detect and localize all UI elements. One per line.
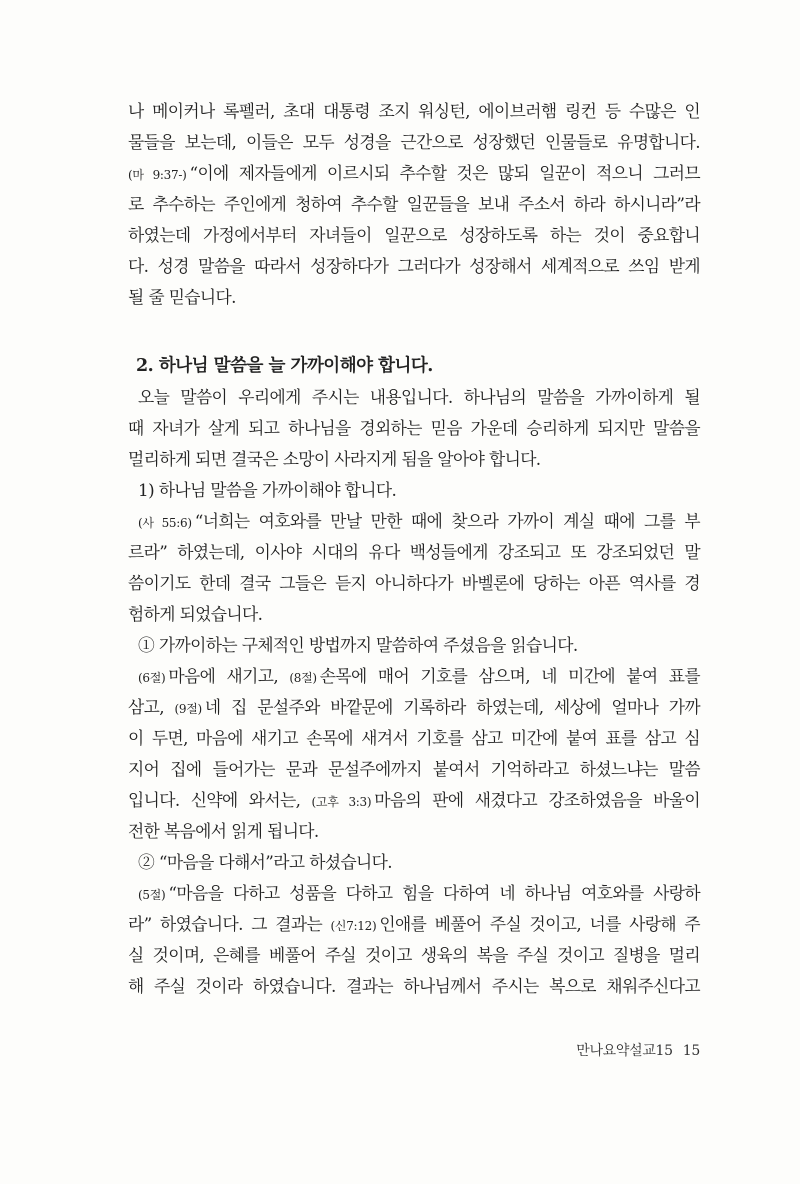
page-footer xyxy=(576,1040,700,1060)
book-title: 만나요약설교15 xyxy=(576,1043,673,1059)
para5-line5-post: 마음의 판에 새겼다고 강조하였음을 바울이 xyxy=(374,790,701,810)
para5-line5-pre: 입니다. 신약에 와서는, xyxy=(128,790,301,810)
list-item-2: ② “마음을 다해서”라고 하셨습니다. xyxy=(138,852,393,872)
para5-text-b: 손목에 매어 기호를 삼으며, 네 미간에 붙여 표를 xyxy=(319,666,701,686)
para4-line3: 씀이기도 한데 결국 그들은 듣지 아니하다가 바벨론에 당하는 아픈 역사를 경 xyxy=(128,573,700,593)
para6-line2-pre: 라” 하였습니다. 그 결과는 xyxy=(128,914,323,934)
para5-line4: 지어 집에 들어가는 문과 문설주에까지 붙여서 기억하라고 하셨느냐는 말씀 xyxy=(128,759,700,779)
para5-line6: 전한 복음에서 읽게 됩니다. xyxy=(128,821,319,841)
para4-text: “너희는 여호와를 만날 만한 때에 찾으라 가까이 계실 때에 그를 부 xyxy=(194,511,700,531)
scripture-reference: (8절) xyxy=(289,671,317,685)
para5-line1 xyxy=(128,661,700,692)
scripture-reference: (신7:12) xyxy=(330,919,377,933)
para6-line2 xyxy=(128,909,700,940)
para2-line2: 로 추수하는 주인에게 청하여 추수할 일꾼들을 보내 주소서 하라 하시니라”라 xyxy=(128,194,700,214)
subheading-1: 1) 하나님 말씀을 가까이해야 합니다. xyxy=(138,480,397,500)
scripture-reference: (사 55:6) xyxy=(138,516,192,530)
para5-line2-post: 네 집 문설주와 바깥문에 기록하라 하였는데, 세상에 얼마나 가까 xyxy=(204,697,700,717)
para2-line3: 하였는데 가정에서부터 자녀들이 일꾼으로 성장하도록 하는 것이 중요합니 xyxy=(128,225,700,245)
scripture-reference: (고후 3:3) xyxy=(311,795,372,809)
para3-line1: 오늘 말씀이 우리에게 주시는 내용입니다. 하나님의 말씀을 가까이하게 될 xyxy=(138,387,700,407)
para5-line5 xyxy=(128,785,700,816)
para6-line1 xyxy=(128,878,700,909)
para6-text: “마음을 다하고 성품을 다하고 힘을 다하여 네 하나님 여호와를 사랑하 xyxy=(168,883,700,903)
para2-line1 xyxy=(128,158,700,189)
para3-line3: 멀리하게 되면 결국은 소망이 사라지게 됨을 알아야 합니다. xyxy=(128,449,541,469)
para4-line1 xyxy=(128,506,700,537)
scripture-reference: (마 9:37-) xyxy=(128,168,187,182)
list-item-1: ① 가까이하는 구체적인 방법까지 말씀하여 주셨음을 읽습니다. xyxy=(138,635,578,655)
para4-line4: 험하게 되었습니다. xyxy=(128,604,263,624)
para6-line4: 해 주실 것이라 하였습니다. 결과는 하나님께서 주시는 복으로 채워주신다고 xyxy=(128,976,700,996)
para2-text: “이에 제자들에게 이르시되 추수할 것은 많되 일꾼이 적으니 그러므 xyxy=(189,163,700,183)
page-body xyxy=(128,96,700,1002)
section-heading: 2. 하나님 말씀을 늘 가까이해야 합니다. xyxy=(136,356,433,376)
para4-line2: 르라” 하였는데, 이사야 시대의 유다 백성들에게 강조되고 또 강조되었던 말 xyxy=(128,542,700,562)
para2-line4: 다. 성경 말씀을 따라서 성장하다가 그러다가 성장해서 세계적으로 쓰임 받게 xyxy=(128,256,700,276)
para3-line2: 때 자녀가 살게 되고 하나님을 경외하는 믿음 가운데 승리하게 되지만 말씀을 xyxy=(128,418,700,438)
para6-line2-post: 인애를 베풀어 주실 것이고, 너를 사랑해 주 xyxy=(379,914,701,934)
para5-line2-pre: 삼고, xyxy=(128,697,164,717)
para5-text-a: 마음에 새기고, xyxy=(168,666,279,686)
para1-line2: 물들을 보는데, 이들은 모두 성경을 근간으로 성장했던 인물들로 유명합니다. xyxy=(128,132,700,152)
para6-line3: 실 것이며, 은혜를 베풀어 주실 것이고 생육의 복을 주실 것이고 질병을 멀리 xyxy=(128,945,700,965)
page-number: 15 xyxy=(682,1043,700,1059)
para5-line2 xyxy=(128,692,700,723)
section-gap xyxy=(128,313,700,351)
para2-line5: 될 줄 믿습니다. xyxy=(128,287,236,307)
para1-line1: 나 메이커나 록펠러, 초대 대통령 조지 워싱턴, 에이브러햄 링컨 등 수많은 인 xyxy=(128,101,700,121)
para5-line3: 이 두면, 마음에 새기고 손목에 새겨서 기호를 삼고 미간에 붙여 표를 삼고 심 xyxy=(128,728,700,748)
scripture-reference: (5절) xyxy=(138,888,166,902)
scripture-reference: (9절) xyxy=(174,702,202,716)
scripture-reference: (6절) xyxy=(138,671,166,685)
